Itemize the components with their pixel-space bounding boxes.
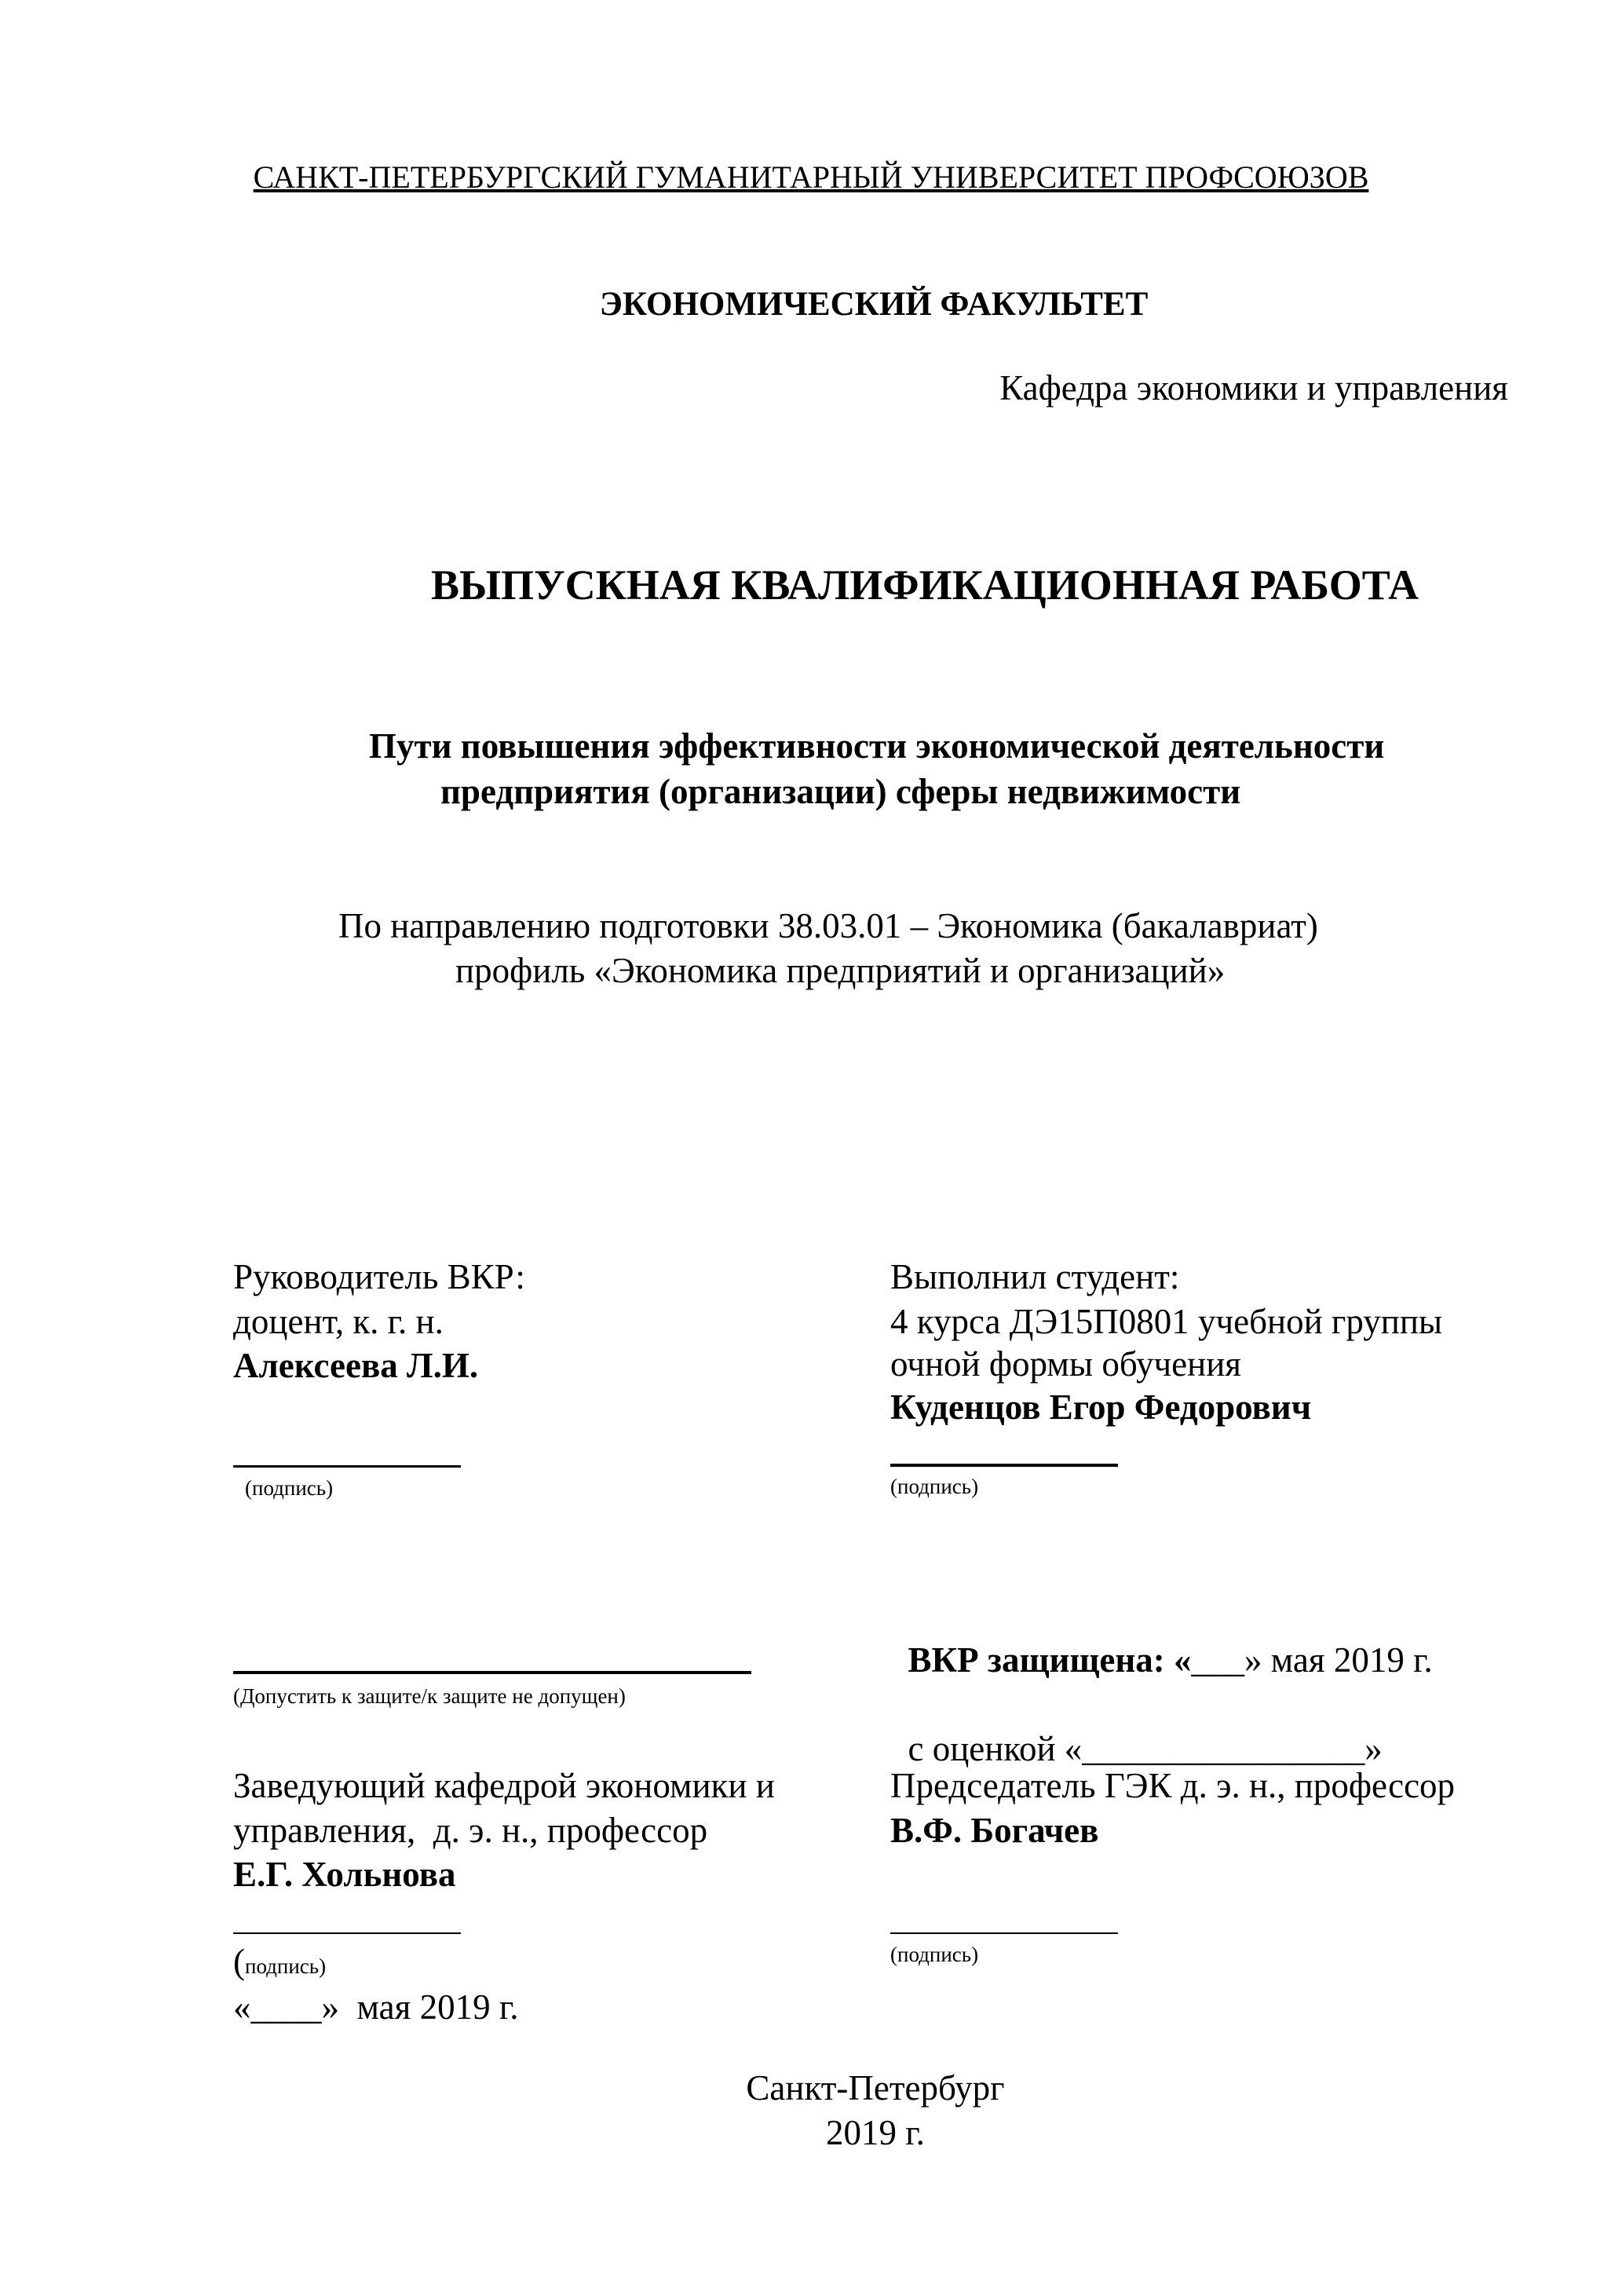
student-group: 4 курса ДЭ15П0801 учебной группы (890, 1302, 1443, 1341)
defense-grade (890, 1683, 1383, 1771)
defense-protected-label: ВКР защищена: « (908, 1640, 1192, 1680)
paren: ( (233, 1942, 245, 1981)
grade-label: с оценкой « (908, 1729, 1083, 1768)
head-of-department-date: «____» мая 2019 г. (233, 1987, 519, 2027)
faculty-name: ЭКОНОМИЧЕСКИЙ ФАКУЛЬТЕТ (599, 286, 1149, 323)
footer-year: 2019 г. (826, 2113, 925, 2152)
student-signature-caption: (подпись) (890, 1475, 979, 1498)
department-name: Кафедра экономики и управления (999, 368, 1508, 408)
direction-line1: По направлению подготовки 38.03.01 – Экономика (бакалавриат) (338, 906, 1318, 945)
head-of-department-name: Е.Г. Хольнова (233, 1855, 456, 1894)
chairman-signature-line (890, 1932, 1118, 1934)
defense-month-year: » мая 2019 г. (1244, 1640, 1433, 1680)
supervisor-signature-line (233, 1465, 461, 1468)
defense-date (890, 1594, 1433, 1682)
defense-day-blank: ___ (1191, 1640, 1245, 1680)
thesis-title-line1: Пути повышения эффективности экономической деятельности (369, 726, 1385, 766)
chairman-name: В.Ф. Богачев (890, 1811, 1099, 1850)
chairman-title: Председатель ГЭК д. э. н., профессор (890, 1766, 1456, 1805)
supervisor-signature-caption: (подпись) (245, 1476, 334, 1500)
grade-blank: ________________ (1082, 1729, 1365, 1768)
student-label: Выполнил студент: (890, 1257, 1180, 1296)
chairman-signature-caption: (подпись) (890, 1943, 979, 1966)
work-type-heading: ВЫПУСКНАЯ КВАЛИФИКАЦИОННАЯ РАБОТА (430, 561, 1419, 609)
supervisor-name: Алексеева Л.И. (233, 1346, 479, 1385)
admission-line (233, 1671, 751, 1674)
thesis-title-line2: предприятия (организации) сферы недвижимости (440, 772, 1241, 811)
university-name: САНКТ-ПЕТЕРБУРГСКИЙ ГУМАНИТАРНЫЙ УНИВЕРСИТЕТ ПРОФСОЮЗОВ (253, 159, 1369, 195)
student-signature-line (890, 1464, 1118, 1467)
grade-end: » (1364, 1729, 1383, 1768)
supervisor-degree: доцент, к. г. н. (233, 1302, 444, 1341)
supervisor-label: Руководитель ВКР: (233, 1257, 525, 1296)
direction-line2: профиль «Экономика предприятий и организаций» (455, 951, 1226, 990)
student-name: Куденцов Егор Федорович (890, 1387, 1312, 1427)
head-signature-caption-text: подпись) (245, 1954, 327, 1978)
student-study-form: очной формы обучения (890, 1344, 1241, 1384)
head-of-department-signature-line (233, 1932, 461, 1934)
footer-city: Санкт-Петербург (746, 2068, 1005, 2108)
head-signature-caption (233, 1940, 326, 1983)
head-of-department-title-line2: управления, д. э. н., профессор (233, 1811, 708, 1850)
admission-caption: (Допустить к защите/к защите не допущен) (233, 1684, 626, 1708)
head-of-department-title-line1: Заведующий кафедрой экономики и (233, 1766, 775, 1805)
